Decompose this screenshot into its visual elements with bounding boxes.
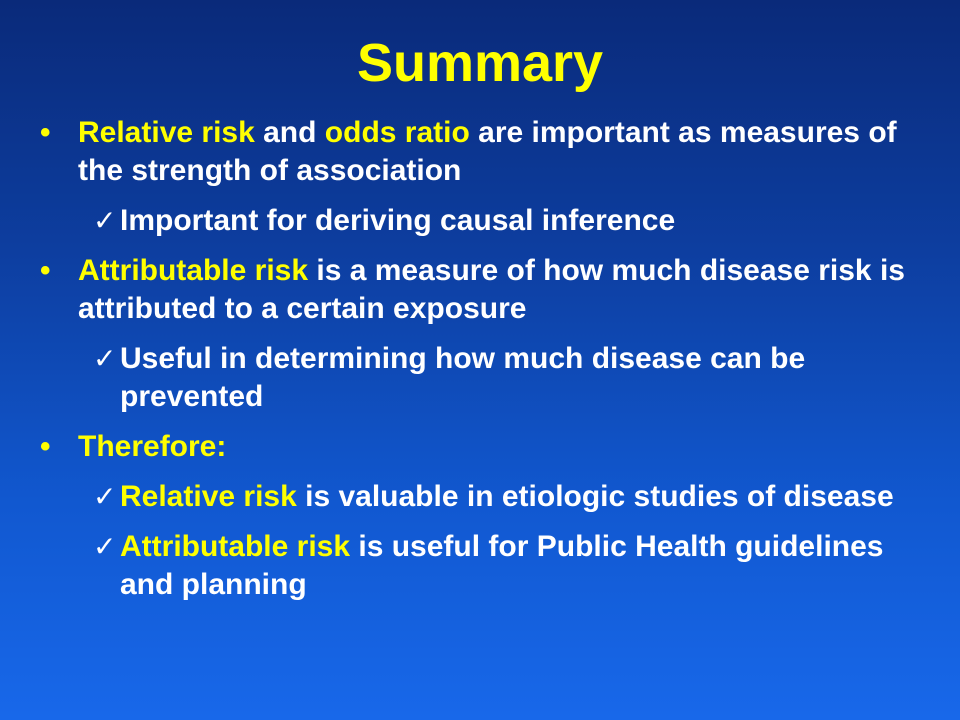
item-text: Useful in determining how much disease can be prevented (120, 342, 806, 413)
bullet-item (40, 428, 940, 466)
item-text: are important as measures of the strength of association (78, 116, 897, 187)
highlighted-text: odds ratio (324, 116, 470, 149)
checkmark-icon: ✓ (93, 342, 117, 375)
checkmark-icon: ✓ (93, 204, 117, 237)
slide-content (40, 114, 940, 616)
item-text: is valuable in etiologic studies of disease (296, 480, 894, 513)
item-text: is a measure of how much disease risk is attributed to a certain exposure (78, 254, 905, 325)
sub-item (40, 340, 940, 416)
checkmark-icon: ✓ (93, 530, 117, 563)
highlighted-text: Relative risk (120, 480, 297, 513)
bullet-item (40, 114, 940, 190)
bullet-dot-icon: • (40, 116, 51, 149)
highlighted-text: Attributable risk (120, 530, 351, 563)
sub-item (40, 202, 940, 240)
highlighted-text: Therefore: (78, 430, 227, 463)
slide-title: Summary (356, 33, 604, 93)
bullet-item (40, 252, 940, 328)
highlighted-text: Relative risk (78, 116, 255, 149)
item-text: and (254, 116, 325, 149)
highlighted-text: Attributable risk (78, 254, 309, 287)
bullet-dot-icon: • (40, 430, 51, 463)
bullet-dot-icon: • (40, 254, 51, 287)
item-text: is useful for Public Health guidelines and planning (120, 530, 884, 601)
checkmark-icon: ✓ (93, 480, 117, 513)
sub-item (40, 528, 940, 604)
item-text: Important for deriving causal inference (120, 204, 676, 237)
sub-item (40, 478, 940, 516)
